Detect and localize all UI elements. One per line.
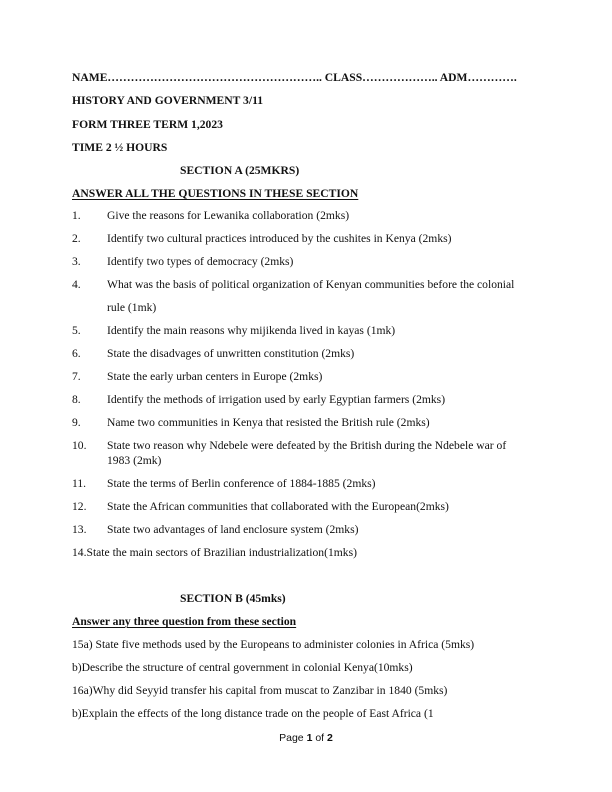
question-text: Name two communities in Kenya that resisted the British rule (2mks) <box>107 416 430 429</box>
question-number: 2. <box>72 232 81 245</box>
question-text: Give the reasons for Lewanika collaboration (2mks) <box>107 209 350 222</box>
question-text: State the terms of Berlin conference of 1884-1885 (2mks) <box>107 477 376 490</box>
page-total: 2 <box>327 732 333 744</box>
question-text-continued: rule (1mk) <box>107 301 157 314</box>
question-text: What was the basis of political organization of Kenyan communities before the colonial <box>107 278 515 291</box>
section-a-title: SECTION A (25MKRS) <box>180 164 300 177</box>
question-number: 7. <box>72 370 81 383</box>
question-text: Identify the methods of irrigation used by early Egyptian farmers (2mks) <box>107 393 446 406</box>
question-number: 4. <box>72 278 81 291</box>
question-text: Identify the main reasons why mijikenda lived in kayas (1mk) <box>107 324 396 337</box>
question-number: 1. <box>72 209 81 222</box>
question-text: State the early urban centers in Europe (2mks) <box>107 370 323 383</box>
section-b-instruction: Answer any three question from these section <box>72 615 297 628</box>
page-number <box>0 731 612 745</box>
question-text-continued: 1983 (2mk) <box>107 454 162 467</box>
question-text: State the disadvages of unwritten constitution (2mks) <box>107 347 355 360</box>
question-text: Identify two types of democracy (2mks) <box>107 255 294 268</box>
form-term: FORM THREE TERM 1,2023 <box>72 118 223 131</box>
section-a-instruction: ANSWER ALL THE QUESTIONS IN THESE SECTION <box>72 187 359 200</box>
name-class-adm-line: NAME……………………………………………….. CLASS……………….. ADM…………. <box>72 71 517 84</box>
subject-title: HISTORY AND GOVERNMENT 3/11 <box>72 94 264 107</box>
question-number: 11. <box>72 477 87 490</box>
question-number: 13. <box>72 523 87 536</box>
question-text: 15a) State five methods used by the Europeans to administer colonies in Africa (5mks) <box>72 638 475 651</box>
question-number: 3. <box>72 255 81 268</box>
page-prefix: Page <box>279 732 307 744</box>
question-text: b)Explain the effects of the long distance trade on the people of East Africa (1 <box>72 707 434 720</box>
question-text: State two reason why Ndebele were defeated by the British during the Ndebele war of <box>107 439 507 452</box>
question-number: 12. <box>72 500 87 513</box>
question-number: 8. <box>72 393 81 406</box>
question-number: 10. <box>72 439 87 452</box>
question-text: State the African communities that collaborated with the European(2mks) <box>107 500 449 513</box>
section-b-title: SECTION B (45mks) <box>180 592 286 605</box>
question-number: 6. <box>72 347 81 360</box>
question-text: 16a)Why did Seyyid transfer his capital from muscat to Zanzibar in 1840 (5mks) <box>72 684 448 697</box>
question-text: Identify two cultural practices introduced by the cushites in Kenya (2mks) <box>107 232 452 245</box>
question-text: b)Describe the structure of central government in colonial Kenya(10mks) <box>72 661 413 674</box>
question-14: 14.State the main sectors of Brazilian industrialization(1mks) <box>72 546 357 559</box>
exam-time: TIME 2 ½ HOURS <box>72 141 168 154</box>
page-current: 1 <box>306 732 313 744</box>
page-mid: of <box>312 732 328 744</box>
question-number: 5. <box>72 324 81 337</box>
question-number: 9. <box>72 416 81 429</box>
question-text: State two advantages of land enclosure system (2mks) <box>107 523 359 536</box>
